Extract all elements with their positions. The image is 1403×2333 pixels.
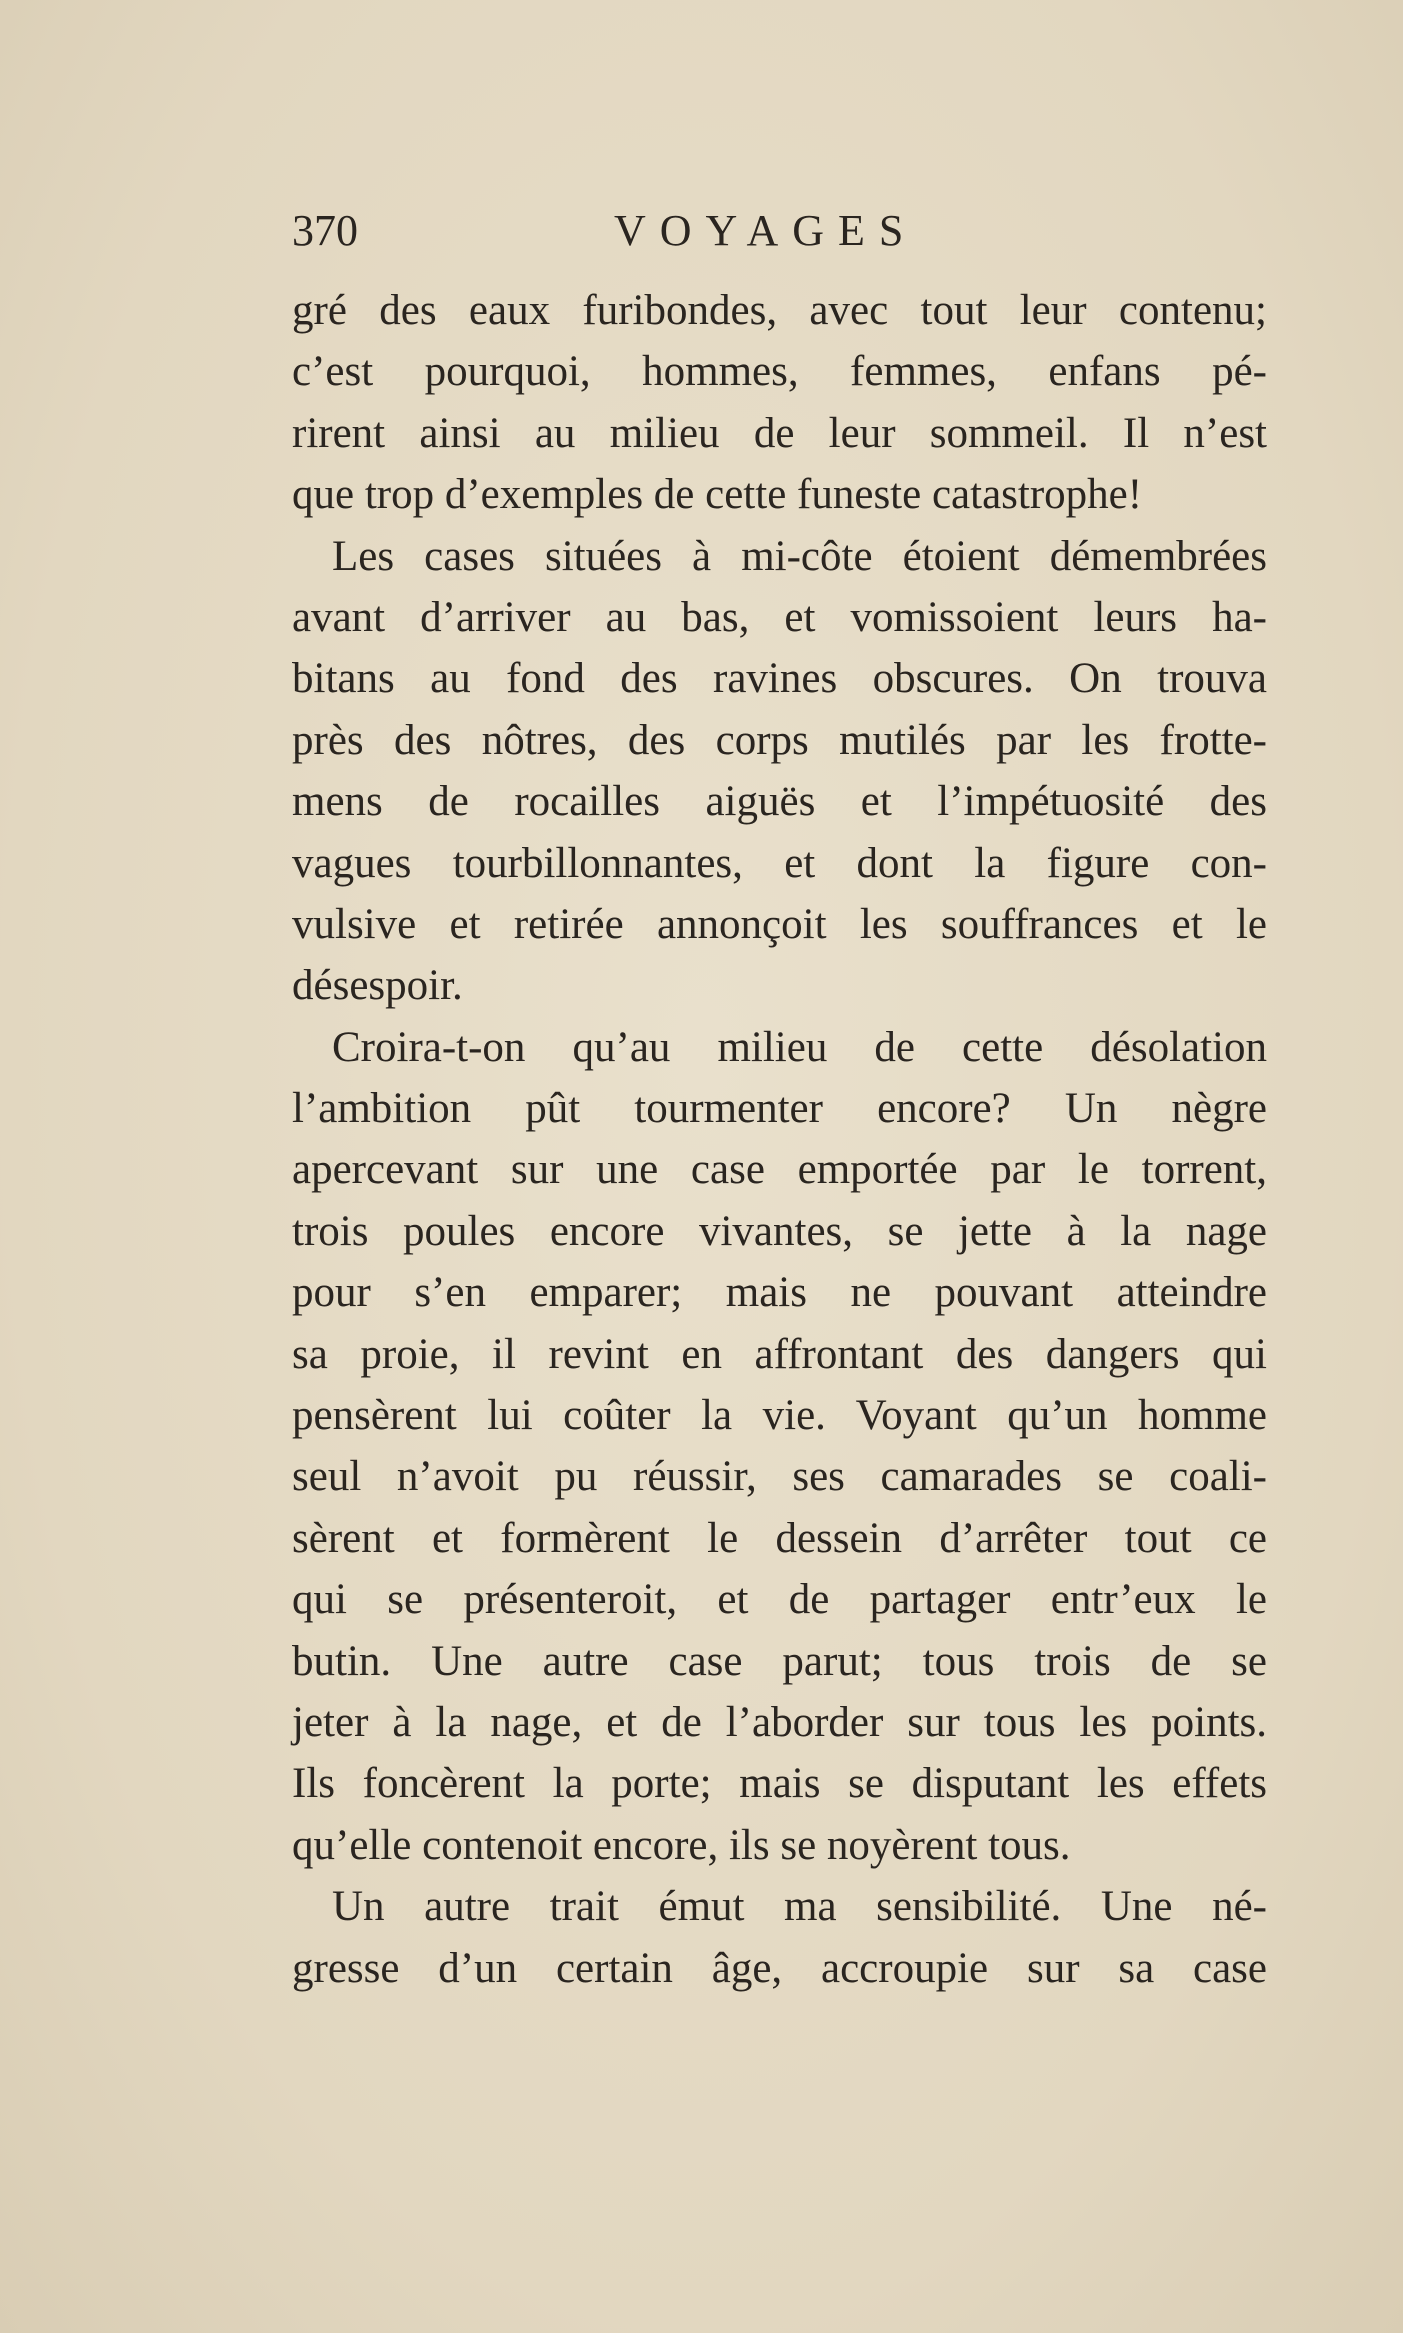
text-line-content: Croira-t-on qu’au milieu de cette désolation [332,1023,1267,1071]
text-line [292,1815,1267,1876]
text-line [292,1139,1267,1200]
running-title: VOYAGES [614,206,918,255]
text-line [292,587,1267,648]
text-line [292,1385,1267,1446]
text-line-content: apercevant sur une case emportée par le torrent, [292,1146,1267,1194]
text-line-content: seul n’avoit pu réussir, ses camarades se coali- [292,1453,1267,1501]
text-line-content: qui se présenteroit, et de partager entr’eux le [292,1576,1267,1624]
text-line-content: trois poules encore vivantes, se jette à la nage [292,1207,1267,1255]
text-line-content: rirent ainsi au milieu de leur sommeil. Il n’est [292,409,1267,457]
text-line [292,526,1267,587]
text-line [292,1631,1267,1692]
text-line [292,403,1267,464]
text-line-content: gresse d’un certain âge, accroupie sur sa case [292,1944,1267,1992]
text-line-content: vulsive et retirée annonçoit les souffrances et le [292,900,1267,948]
text-line-content: l’ambition pût tourmenter encore? Un nègre [292,1085,1267,1133]
text-line [292,1262,1267,1323]
text-line [292,341,1267,402]
text-line-content: qu’elle contenoit encore, ils se noyèrent tous. [292,1821,1071,1869]
text-line [292,1078,1267,1139]
text-line-content: gré des eaux furibondes, avec tout leur contenu; [292,287,1267,334]
text-line-content: avant d’arriver au bas, et vomissoient leurs ha- [292,593,1267,641]
text-line [292,280,1267,341]
page-header [292,205,1267,255]
text-line [292,464,1267,525]
text-line [292,894,1267,955]
text-line-content: sa proie, il revint en affrontant des dangers qui [292,1330,1267,1378]
text-line [292,1753,1267,1814]
text-line-content: Ils foncèrent la porte; mais se disputant les effets [292,1760,1267,1808]
text-line [292,1876,1267,1937]
text-line-content: pensèrent lui coûter la vie. Voyant qu’un homme [292,1392,1267,1440]
text-line [292,1324,1267,1385]
text-line-content: jeter à la nage, et de l’aborder sur tous les points. [292,1698,1267,1746]
text-line [292,710,1267,771]
text-line-content: vagues tourbillonnantes, et dont la figure con- [292,839,1267,887]
text-line [292,1508,1267,1569]
text-line-content: près des nôtres, des corps mutilés par les frotte- [292,716,1267,764]
text-line [292,833,1267,894]
page-number: 370 [292,206,358,255]
text-line [292,955,1267,1016]
text-line [292,1446,1267,1507]
text-line-content: Les cases situées à mi-côte étoient démembrées [332,532,1267,580]
text-line [292,771,1267,832]
text-line-content: désespoir. [292,962,463,1010]
text-line [292,648,1267,709]
text-line [292,1569,1267,1630]
text-line-content: Un autre trait émut ma sensibilité. Une né- [332,1883,1267,1931]
text-line [292,1017,1267,1078]
text-line-content: bitans au fond des ravines obscures. On trouva [292,655,1267,703]
text-line-content: que trop d’exemples de cette funeste catastrophe! [292,471,1143,519]
text-line-content: pour s’en emparer; mais ne pouvant atteindre [292,1269,1267,1317]
text-line [292,1938,1267,1999]
text-line-content: sèrent et formèrent le dessein d’arrêter tout ce [292,1514,1267,1562]
text-line [292,1201,1267,1262]
text-line-content: c’est pourquoi, hommes, femmes, enfans pé- [292,348,1267,396]
text-line [292,1692,1267,1753]
text-line-content: butin. Une autre case parut; tous trois de se [292,1637,1267,1685]
page-body-text [292,280,1267,1999]
text-line-content: mens de rocailles aiguës et l’impétuosité des [292,778,1267,826]
